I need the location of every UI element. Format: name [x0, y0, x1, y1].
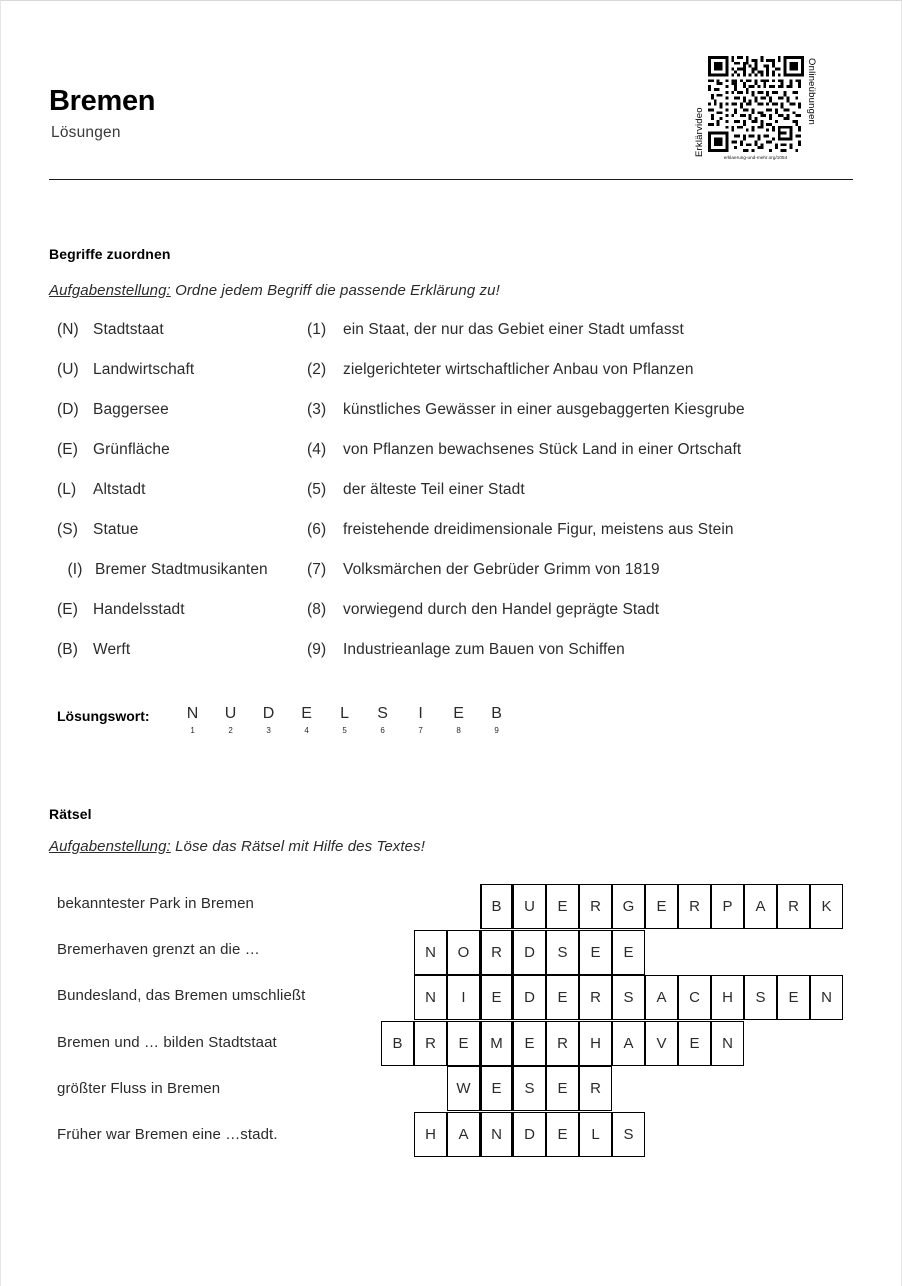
- crossword-cell[interactable]: L: [579, 1112, 612, 1157]
- task-label: Aufgabenstellung:: [49, 838, 171, 855]
- term-row[interactable]: [57, 441, 317, 481]
- term-label: Bremer Stadtmusikanten: [95, 561, 268, 578]
- crossword-cell[interactable]: P: [711, 884, 744, 929]
- definition-row[interactable]: [307, 321, 853, 361]
- definition-label: ein Staat, der nur das Gebiet einer Stadt umfasst: [343, 321, 684, 338]
- crossword-cell[interactable]: R: [546, 1021, 579, 1066]
- crossword-cell[interactable]: E: [777, 975, 810, 1020]
- term-row[interactable]: [57, 601, 317, 641]
- definition-key: (5): [307, 481, 327, 498]
- crossword-cell[interactable]: A: [612, 1021, 645, 1066]
- definition-row[interactable]: [307, 441, 853, 481]
- crossword-cell[interactable]: H: [579, 1021, 612, 1066]
- crossword-cell[interactable]: E: [579, 930, 612, 975]
- term-label: Landwirtschaft: [93, 361, 195, 378]
- qr-left-label: Erklärvideo: [694, 107, 705, 157]
- term-row[interactable]: [57, 361, 317, 401]
- definition-label: freistehende dreidimensionale Figur, meistens aus Stein: [343, 521, 734, 538]
- definition-row[interactable]: [307, 401, 853, 441]
- task-line-begriffe: [49, 282, 853, 299]
- term-label: Baggersee: [93, 401, 169, 418]
- crossword-cell[interactable]: E: [645, 884, 678, 929]
- crossword-cell[interactable]: A: [447, 1112, 480, 1157]
- crossword-cell[interactable]: R: [579, 884, 612, 929]
- definition-label: von Pflanzen bewachsenes Stück Land in einer Ortschaft: [343, 441, 742, 458]
- crossword-clue: bekanntester Park in Bremen: [57, 895, 254, 912]
- solution-index: 8: [456, 725, 461, 735]
- definition-key: (8): [307, 601, 327, 618]
- solution-index: 7: [418, 725, 423, 735]
- crossword-cell[interactable]: S: [546, 930, 579, 975]
- crossword-cell[interactable]: S: [513, 1066, 546, 1111]
- term-label: Statue: [93, 521, 139, 538]
- crossword-cell[interactable]: R: [777, 884, 810, 929]
- term-row[interactable]: [57, 521, 317, 561]
- match-area: [49, 321, 853, 671]
- solution-letter-cell[interactable]: [288, 706, 326, 735]
- crossword-cell[interactable]: G: [612, 884, 645, 929]
- crossword-cell[interactable]: E: [546, 884, 579, 929]
- crossword-clue: Früher war Bremen eine …stadt.: [57, 1126, 278, 1143]
- solution-letter-cell[interactable]: [478, 706, 516, 735]
- solution-letter: U: [224, 705, 237, 722]
- crossword-cell[interactable]: U: [513, 884, 546, 929]
- definition-key: (3): [307, 401, 327, 418]
- term-label: Stadtstaat: [93, 321, 164, 338]
- crossword-cell[interactable]: S: [612, 1112, 645, 1157]
- crossword-cell[interactable]: E: [513, 1021, 546, 1066]
- crossword-cell[interactable]: B: [381, 1021, 414, 1066]
- definition-label: Volksmärchen der Gebrüder Grimm von 1819: [343, 561, 660, 578]
- term-row[interactable]: [57, 321, 317, 361]
- qr-url: erklaerung-und-mehr.org/1054: [723, 155, 788, 160]
- crossword-cell[interactable]: N: [810, 975, 843, 1020]
- solution-letter: E: [301, 705, 312, 722]
- solution-index: 5: [342, 725, 347, 735]
- solution-letter: L: [340, 705, 349, 722]
- crossword-cell[interactable]: K: [810, 884, 843, 929]
- definition-row[interactable]: [307, 481, 853, 521]
- crossword-cell[interactable]: D: [513, 1112, 546, 1157]
- term-key: (E): [57, 441, 78, 458]
- section-raetsel: [49, 806, 853, 1177]
- solution-letter: B: [491, 705, 502, 722]
- term-key: (I): [67, 561, 83, 578]
- title-block: [49, 86, 155, 142]
- term-row[interactable]: [57, 481, 317, 521]
- term-row[interactable]: [57, 401, 317, 441]
- crossword-cell[interactable]: V: [645, 1021, 678, 1066]
- crossword-cell[interactable]: N: [414, 930, 447, 975]
- crossword-cell[interactable]: W: [447, 1066, 480, 1111]
- term-label: Altstadt: [93, 481, 146, 498]
- crossword-cell[interactable]: R: [579, 1066, 612, 1111]
- solution-letter-cell[interactable]: [250, 706, 288, 735]
- solution-word-row: [57, 706, 516, 735]
- solution-letter: E: [453, 705, 464, 722]
- crossword-cell[interactable]: S: [744, 975, 777, 1020]
- solution-letter: I: [418, 705, 423, 722]
- crossword-clue: Bremen und … bilden Stadtstaat: [57, 1034, 277, 1051]
- definition-row[interactable]: [307, 601, 853, 641]
- crossword-grid[interactable]: [49, 877, 832, 1167]
- solution-index: 4: [304, 725, 309, 735]
- solution-letter: S: [377, 705, 388, 722]
- crossword-cell[interactable]: H: [414, 1112, 447, 1157]
- definition-row[interactable]: [307, 361, 853, 401]
- definition-label: vorwiegend durch den Handel geprägte Stadt: [343, 601, 660, 618]
- task-text: Ordne jedem Begriff die passende Erklärung zu!: [170, 282, 500, 299]
- definition-label: Industrieanlage zum Bauen von Schiffen: [343, 641, 625, 658]
- solution-index: 9: [494, 725, 499, 735]
- definition-label: der älteste Teil einer Stadt: [343, 481, 525, 498]
- term-row[interactable]: [57, 561, 317, 601]
- crossword-cell[interactable]: S: [612, 975, 645, 1020]
- definition-key: (2): [307, 361, 327, 378]
- crossword-solution-cell[interactable]: B: [480, 884, 513, 929]
- crossword-clue: größter Fluss in Bremen: [57, 1080, 221, 1097]
- crossword-solution-cell[interactable]: E: [480, 1066, 513, 1111]
- crossword-cell[interactable]: R: [678, 884, 711, 929]
- definition-row[interactable]: [307, 561, 853, 601]
- raetsel-body: [49, 877, 853, 1177]
- solution-letter-cell[interactable]: [364, 706, 402, 735]
- term-key: (E): [57, 601, 78, 618]
- crossword-cell[interactable]: A: [744, 884, 777, 929]
- solution-letter-cell[interactable]: [212, 706, 250, 735]
- definition-key: (4): [307, 441, 327, 458]
- crossword-cell[interactable]: E: [546, 1066, 579, 1111]
- section-begriffe-zuordnen: [49, 246, 853, 671]
- crossword-solution-cell[interactable]: R: [480, 930, 513, 975]
- solution-index: 2: [228, 725, 233, 735]
- definition-row[interactable]: [307, 521, 853, 561]
- task-text: Löse das Rätsel mit Hilfe des Textes!: [170, 838, 425, 855]
- definition-row[interactable]: [307, 641, 853, 681]
- qr-code-icon[interactable]: [708, 56, 804, 152]
- crossword-solution-cell[interactable]: N: [480, 1112, 513, 1157]
- solution-letter: N: [186, 705, 199, 722]
- term-key: (S): [57, 521, 78, 538]
- solution-letter-cell[interactable]: [326, 706, 364, 735]
- crossword-cell[interactable]: O: [447, 930, 480, 975]
- crossword-cell[interactable]: E: [612, 930, 645, 975]
- definition-key: (9): [307, 641, 327, 658]
- definition-key: (1): [307, 321, 327, 338]
- crossword-cell[interactable]: C: [678, 975, 711, 1020]
- section-heading-begriffe: Begriffe zuordnen: [49, 246, 171, 262]
- term-key: (D): [57, 401, 79, 418]
- crossword-cell[interactable]: E: [678, 1021, 711, 1066]
- term-key: (L): [57, 481, 77, 498]
- crossword-cell[interactable]: E: [447, 1021, 480, 1066]
- task-label: Aufgabenstellung:: [49, 282, 171, 299]
- term-label: Werft: [93, 641, 131, 658]
- crossword-cell[interactable]: I: [447, 975, 480, 1020]
- term-row[interactable]: [57, 641, 317, 681]
- page-header: [49, 46, 853, 186]
- definition-label: zielgerichteter wirtschaftlicher Anbau von Pflanzen: [343, 361, 694, 378]
- term-key: (B): [57, 641, 78, 658]
- term-label: Grünfläche: [93, 441, 170, 458]
- crossword-cell[interactable]: E: [546, 975, 579, 1020]
- crossword-cell[interactable]: A: [645, 975, 678, 1020]
- task-line-raetsel: [49, 838, 853, 855]
- definition-label: künstliches Gewässer in einer ausgebaggerten Kiesgrube: [343, 401, 745, 418]
- crossword-cell[interactable]: H: [711, 975, 744, 1020]
- header-divider: [49, 179, 853, 180]
- solution-letter: D: [262, 705, 275, 722]
- definitions-column: [307, 321, 853, 681]
- solution-letter-cell[interactable]: [402, 706, 440, 735]
- solution-index: 1: [190, 725, 195, 735]
- section-heading-raetsel: Rätsel: [49, 806, 92, 822]
- solution-word-label: Lösungswort:: [57, 708, 150, 724]
- crossword-solution-cell[interactable]: M: [480, 1021, 513, 1066]
- crossword-clue: Bremerhaven grenzt an die …: [57, 941, 260, 958]
- solution-letter-cell[interactable]: [440, 706, 478, 735]
- solution-index: 6: [380, 725, 385, 735]
- qr-right-label: Onlineübungen: [806, 58, 817, 126]
- page-subtitle: Lösungen: [51, 123, 121, 141]
- crossword-cell[interactable]: R: [579, 975, 612, 1020]
- crossword-cell[interactable]: N: [414, 975, 447, 1020]
- qr-center: [708, 46, 804, 160]
- crossword-clue: Bundesland, das Bremen umschließt: [57, 987, 306, 1004]
- crossword-cell[interactable]: D: [513, 930, 546, 975]
- solution-word-letters: [174, 706, 516, 735]
- definition-key: (7): [307, 561, 327, 578]
- crossword-cell[interactable]: R: [414, 1021, 447, 1066]
- qr-block: [695, 46, 853, 179]
- solution-index: 3: [266, 725, 271, 735]
- term-key: (N): [57, 321, 79, 338]
- page-title: Bremen: [49, 85, 156, 117]
- crossword-cell[interactable]: D: [513, 975, 546, 1020]
- definition-key: (6): [307, 521, 327, 538]
- crossword-solution-cell[interactable]: E: [480, 975, 513, 1020]
- crossword-cell[interactable]: E: [546, 1112, 579, 1157]
- terms-column: [57, 321, 317, 681]
- solution-letter-cell[interactable]: [174, 706, 212, 735]
- crossword-cell[interactable]: N: [711, 1021, 744, 1066]
- term-label: Handelsstadt: [93, 601, 185, 618]
- term-key: (U): [57, 361, 79, 378]
